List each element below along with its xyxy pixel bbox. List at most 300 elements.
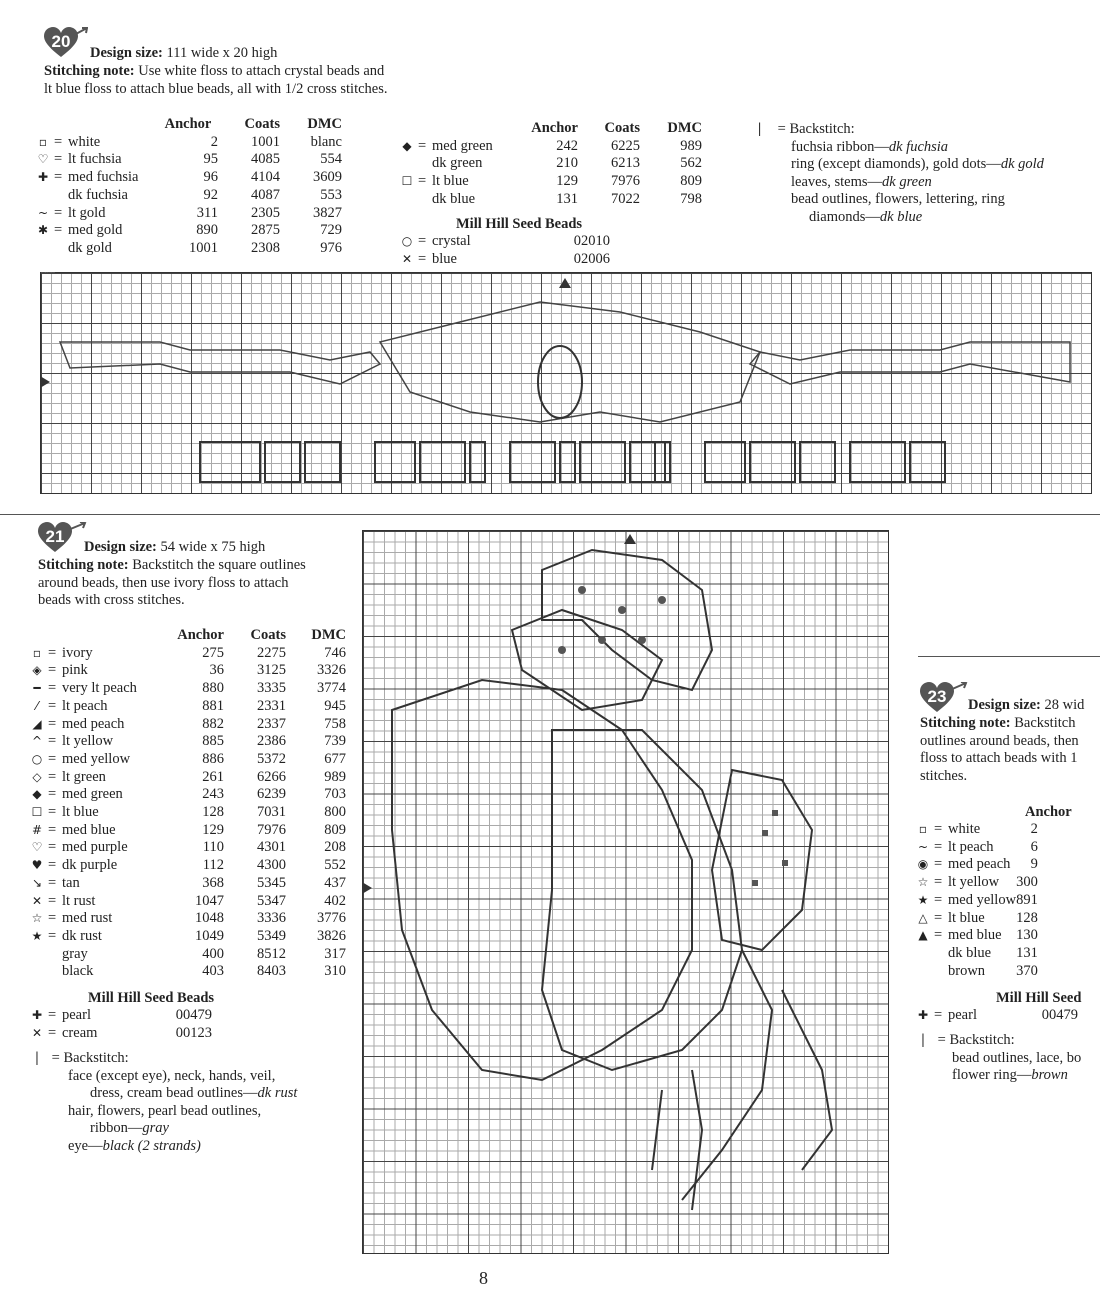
equals-sign: = bbox=[777, 121, 786, 137]
anchor-value: 6 bbox=[1030, 838, 1038, 855]
equals-sign: = bbox=[934, 856, 943, 873]
stitching-note-label: Stitching note: bbox=[44, 63, 135, 79]
equals-sign: = bbox=[54, 133, 63, 150]
coats-value: 7976 bbox=[257, 821, 286, 838]
floss-name: lt yellow bbox=[948, 874, 1000, 891]
floss-name: dk green bbox=[432, 155, 483, 172]
symbol-icon: ✱ bbox=[37, 223, 49, 238]
backstitch-color: dk gold bbox=[1000, 156, 1044, 172]
coats-value: 8512 bbox=[257, 945, 286, 962]
coats-value: 2275 bbox=[257, 644, 286, 661]
coats-value: 4300 bbox=[257, 857, 286, 874]
anchor-value: 300 bbox=[1016, 874, 1038, 891]
backstitch-area: flower ring— bbox=[952, 1067, 1032, 1083]
dmc-value: 989 bbox=[680, 137, 702, 154]
key-row bbox=[26, 822, 346, 840]
key-row bbox=[26, 839, 346, 857]
coats-value: 2386 bbox=[257, 733, 286, 750]
bead-row bbox=[26, 1025, 212, 1043]
backstitch-area: leaves, stems— bbox=[791, 173, 883, 190]
anchor-value: 243 bbox=[202, 786, 224, 803]
key-row bbox=[912, 927, 1038, 945]
floss-name: med yellow bbox=[948, 891, 1017, 908]
anchor-value: 36 bbox=[209, 662, 224, 679]
dmc-value: 554 bbox=[320, 151, 342, 168]
bead-key-table-23 bbox=[912, 1007, 1078, 1025]
coats-value: 7022 bbox=[611, 190, 640, 207]
equals-sign: = bbox=[934, 821, 943, 837]
seed-beads-title-23: Mill Hill Seed bbox=[996, 990, 1082, 1006]
dmc-value: 989 bbox=[324, 768, 346, 785]
bead-code: 02010 bbox=[573, 233, 610, 249]
dmc-value: 677 bbox=[324, 750, 346, 767]
equals-sign: = bbox=[54, 204, 63, 221]
backstitch-line-icon: | bbox=[35, 1050, 39, 1066]
dmc-value: 562 bbox=[680, 155, 702, 172]
color-key-table-23 bbox=[912, 821, 1038, 980]
dmc-value: 945 bbox=[324, 697, 346, 714]
equals-sign: = bbox=[48, 1007, 57, 1023]
bead-key-table-20 bbox=[396, 233, 610, 268]
dmc-value: 3774 bbox=[317, 680, 346, 697]
chart-21-pattern bbox=[362, 530, 890, 1255]
coats-header: Coats bbox=[244, 116, 280, 132]
key-row bbox=[26, 857, 346, 875]
key-row bbox=[26, 733, 346, 751]
bead-name: blue bbox=[432, 250, 457, 267]
equals-sign: = bbox=[54, 151, 63, 168]
backstitch-line bbox=[791, 156, 1044, 174]
key-row bbox=[26, 645, 346, 663]
equals-sign: = bbox=[48, 857, 57, 874]
design-size-value: 28 wid bbox=[1044, 697, 1085, 713]
floss-name: lt blue bbox=[948, 909, 985, 926]
backstitch-area: dress, cream bead outlines— bbox=[90, 1085, 258, 1101]
color-key-table-20a bbox=[32, 116, 342, 258]
anchor-value: 2 bbox=[1030, 821, 1038, 837]
key-row bbox=[26, 893, 346, 911]
backstitch-line-icon: | bbox=[758, 121, 762, 137]
anchor-header: Anchor bbox=[531, 120, 578, 136]
floss-name: very lt peach bbox=[62, 680, 137, 697]
coats-value: 6225 bbox=[611, 137, 640, 154]
equals-sign: = bbox=[418, 173, 427, 190]
anchor-value: 95 bbox=[203, 151, 218, 168]
equals-sign: = bbox=[48, 662, 57, 679]
anchor-value: 210 bbox=[556, 155, 578, 172]
coats-value: 5372 bbox=[257, 750, 286, 767]
design-size-label: Design size: bbox=[90, 45, 163, 61]
symbol-icon: ★ bbox=[31, 928, 43, 943]
equals-sign: = bbox=[934, 927, 943, 944]
design-size-label: Design size: bbox=[968, 697, 1041, 713]
backstitch-line bbox=[68, 1120, 297, 1138]
bead-symbol-icon: ✕ bbox=[401, 251, 413, 266]
equals-sign: = bbox=[48, 768, 57, 785]
key-row bbox=[32, 151, 342, 169]
floss-name: brown bbox=[948, 962, 986, 979]
floss-name: dk gold bbox=[68, 239, 112, 256]
equals-sign: = bbox=[934, 838, 943, 855]
backstitch-title: Backstitch: bbox=[949, 1032, 1015, 1048]
dmc-value: 553 bbox=[320, 186, 342, 203]
floss-name: black bbox=[62, 963, 94, 980]
key-row bbox=[26, 963, 346, 981]
backstitch-color: gray bbox=[142, 1120, 169, 1136]
coats-value: 2331 bbox=[257, 697, 286, 714]
center-arrow-top bbox=[559, 278, 571, 288]
equals-sign: = bbox=[48, 910, 57, 927]
chart-number-badge-23 bbox=[920, 682, 958, 712]
floss-name: dk fuchsia bbox=[68, 186, 128, 203]
equals-sign: = bbox=[48, 804, 57, 821]
coats-header: Coats bbox=[604, 120, 640, 136]
floss-name: lt peach bbox=[948, 838, 994, 855]
floss-name: med peach bbox=[62, 715, 125, 732]
anchor-value: 275 bbox=[202, 644, 224, 661]
bead-name: crystal bbox=[432, 233, 471, 249]
dmc-value: 800 bbox=[324, 804, 346, 821]
color-key-table-20b bbox=[396, 120, 702, 209]
dmc-header: DMC bbox=[307, 116, 342, 132]
anchor-value: 370 bbox=[1016, 962, 1038, 979]
equals-sign bbox=[54, 187, 68, 205]
symbol-icon: △ bbox=[918, 910, 928, 925]
floss-name: med blue bbox=[948, 927, 1002, 944]
symbol-icon: ♡ bbox=[37, 152, 49, 167]
floss-name: dk purple bbox=[62, 857, 118, 874]
symbol-icon: ━ bbox=[33, 681, 41, 696]
key-row bbox=[26, 680, 346, 698]
floss-name: dk blue bbox=[432, 190, 476, 207]
anchor-value: 891 bbox=[1016, 891, 1038, 908]
symbol-icon bbox=[26, 946, 48, 964]
floss-name: white bbox=[948, 821, 981, 837]
dmc-value: 758 bbox=[324, 715, 346, 732]
dmc-value: 3827 bbox=[313, 204, 342, 221]
dmc-value: 976 bbox=[320, 239, 342, 256]
coats-value: 2308 bbox=[251, 239, 280, 256]
bead-symbol-icon: ✚ bbox=[917, 1008, 929, 1022]
bead-code: 00479 bbox=[1041, 1007, 1078, 1023]
stitching-note-label: Stitching note: bbox=[38, 557, 129, 573]
symbol-icon: ○ bbox=[31, 751, 43, 766]
floss-name: med blue bbox=[62, 821, 116, 838]
key-row bbox=[26, 875, 346, 893]
backstitch-line bbox=[68, 1068, 297, 1086]
equals-sign: = bbox=[48, 697, 57, 714]
symbol-icon: ~ bbox=[37, 205, 49, 220]
backstitch-line bbox=[791, 209, 1044, 227]
seed-beads-title-20: Mill Hill Seed Beads bbox=[456, 216, 583, 232]
equals-sign: = bbox=[48, 821, 57, 838]
floss-name: lt blue bbox=[62, 804, 99, 821]
floss-name: med purple bbox=[62, 839, 128, 856]
bead-symbol-icon: ✕ bbox=[31, 1025, 43, 1040]
bride-figure-outline bbox=[392, 550, 832, 1210]
anchor-value: 2 bbox=[210, 133, 218, 150]
stitching-note-text: Use white floss to attach crystal beads and bbox=[138, 63, 385, 79]
key-row bbox=[912, 963, 1038, 981]
equals-sign bbox=[934, 945, 948, 963]
anchor-value: 885 bbox=[202, 733, 224, 750]
coats-header: Coats bbox=[250, 627, 286, 643]
key-row bbox=[912, 821, 1038, 839]
bead-code: 00123 bbox=[175, 1024, 212, 1041]
coats-value: 7031 bbox=[257, 804, 286, 821]
floss-name: dk rust bbox=[62, 927, 102, 944]
key-row bbox=[912, 856, 1038, 874]
anchor-value: 1001 bbox=[189, 239, 218, 256]
backstitch-area: bead outlines, flowers, lettering, ring bbox=[791, 191, 1005, 207]
backstitch-color: brown bbox=[1031, 1067, 1068, 1083]
stitching-note-text: Backstitch the square outlines bbox=[132, 557, 306, 573]
symbol-icon: ◇ bbox=[32, 769, 42, 784]
coats-value: 4085 bbox=[251, 151, 280, 168]
coats-value: 6213 bbox=[611, 155, 640, 172]
key-row bbox=[912, 945, 1038, 963]
dmc-value: 437 bbox=[324, 874, 346, 891]
equals-sign: = bbox=[48, 839, 57, 856]
dmc-header: DMC bbox=[311, 627, 346, 643]
equals-sign: = bbox=[934, 874, 943, 891]
bead-name: pearl bbox=[948, 1007, 977, 1023]
key-row bbox=[32, 169, 342, 187]
anchor-value: 96 bbox=[203, 169, 218, 186]
anchor-value: 890 bbox=[196, 222, 218, 239]
bead-code: 02006 bbox=[573, 250, 610, 267]
floss-name: pink bbox=[62, 662, 88, 679]
bead-row bbox=[396, 233, 610, 251]
backstitch-line-icon: | bbox=[921, 1032, 925, 1048]
equals-sign bbox=[54, 240, 68, 258]
bead-name: pearl bbox=[62, 1007, 91, 1023]
coats-value: 6239 bbox=[257, 786, 286, 803]
stitching-note-text: around beads, then use ivory floss to attach bbox=[38, 574, 289, 591]
backstitch-area: eye— bbox=[68, 1137, 103, 1154]
key-row bbox=[912, 874, 1038, 892]
dmc-header: DMC bbox=[667, 120, 702, 136]
anchor-value: 128 bbox=[1016, 909, 1038, 926]
backstitch-color: dk green bbox=[882, 173, 932, 190]
symbol-icon: ◉ bbox=[917, 857, 929, 872]
dmc-value: 3826 bbox=[317, 927, 346, 944]
equals-sign: = bbox=[48, 680, 57, 697]
backstitch-color: dk blue bbox=[879, 208, 923, 225]
equals-sign: = bbox=[48, 927, 57, 944]
coats-value: 5349 bbox=[257, 927, 286, 944]
key-row bbox=[26, 716, 346, 734]
coats-value: 5345 bbox=[257, 874, 286, 891]
dmc-value: 310 bbox=[324, 963, 346, 980]
stitching-note-23 bbox=[920, 715, 1079, 785]
equals-sign: = bbox=[48, 892, 57, 909]
anchor-value: 242 bbox=[556, 137, 578, 154]
equals-sign: = bbox=[934, 1007, 943, 1023]
equals-sign bbox=[48, 946, 62, 964]
backstitch-key-23 bbox=[912, 1032, 1081, 1085]
backstitch-line bbox=[952, 1050, 1081, 1068]
symbol-icon: ★ bbox=[917, 892, 929, 907]
chart-number-text: 20 bbox=[51, 32, 71, 51]
coats-value: 3335 bbox=[257, 680, 286, 697]
coats-value: 4104 bbox=[251, 169, 280, 186]
dmc-value: 798 bbox=[680, 190, 702, 207]
bead-name: cream bbox=[62, 1024, 98, 1041]
symbol-icon: ✕ bbox=[31, 893, 43, 908]
anchor-value: 1047 bbox=[195, 892, 224, 909]
stitching-note-text: lt blue floss to attach blue beads, all with 1/2 cross stitches. bbox=[44, 80, 388, 97]
symbol-icon: ▫ bbox=[38, 134, 48, 149]
anchor-header: Anchor bbox=[164, 116, 212, 132]
backstitch-line bbox=[68, 1085, 297, 1103]
lettering-blocks bbox=[200, 442, 945, 482]
anchor-value: 881 bbox=[202, 697, 224, 714]
equals-sign bbox=[48, 963, 62, 981]
center-arrow-left bbox=[40, 376, 50, 388]
symbol-icon bbox=[396, 191, 418, 209]
page-number: 8 bbox=[479, 1268, 488, 1288]
anchor-value: 400 bbox=[202, 945, 224, 962]
key-row bbox=[32, 240, 342, 258]
key-row bbox=[32, 205, 342, 223]
seed-beads-title-21: Mill Hill Seed Beads bbox=[88, 990, 215, 1006]
symbol-icon bbox=[396, 155, 418, 173]
symbol-icon: ↘ bbox=[31, 875, 43, 890]
equals-sign: = bbox=[48, 644, 57, 661]
backstitch-area: diamonds— bbox=[809, 208, 880, 225]
anchor-value: 130 bbox=[1016, 927, 1038, 944]
key-row bbox=[396, 155, 702, 173]
dmc-value: 3776 bbox=[317, 910, 346, 927]
equals-sign: = bbox=[937, 1032, 946, 1048]
key-row bbox=[26, 786, 346, 804]
floss-name: lt rust bbox=[62, 892, 96, 909]
key-row bbox=[26, 751, 346, 769]
backstitch-area: fuchsia ribbon— bbox=[791, 138, 889, 155]
key-row bbox=[32, 222, 342, 240]
coats-value: 2337 bbox=[257, 715, 286, 732]
backstitch-color: dk rust bbox=[257, 1085, 298, 1101]
symbol-icon: ◢ bbox=[32, 716, 42, 731]
symbol-icon: # bbox=[31, 822, 43, 837]
chart-number-text: 21 bbox=[45, 527, 65, 546]
anchor-value: 128 bbox=[202, 804, 224, 821]
stitching-note-text: beads with cross stitches. bbox=[38, 592, 185, 608]
bead-row bbox=[26, 1007, 212, 1025]
backstitch-line bbox=[68, 1103, 297, 1121]
floss-name: tan bbox=[62, 874, 80, 891]
equals-sign: = bbox=[48, 786, 57, 803]
key-row bbox=[32, 134, 342, 152]
backstitch-line bbox=[68, 1138, 297, 1156]
design-size-21 bbox=[84, 539, 265, 557]
floss-name: med green bbox=[62, 786, 123, 803]
key-row bbox=[26, 910, 346, 928]
coats-value: 4301 bbox=[257, 839, 286, 856]
coats-value: 4087 bbox=[251, 186, 280, 203]
backstitch-line bbox=[791, 191, 1044, 209]
anchor-header: Anchor bbox=[177, 627, 224, 643]
coats-value: 2875 bbox=[251, 222, 280, 239]
floss-name: med green bbox=[432, 137, 493, 154]
dmc-value: 729 bbox=[320, 222, 342, 239]
coats-value: 5347 bbox=[257, 892, 286, 909]
symbol-icon: ☆ bbox=[31, 911, 43, 926]
equals-sign: = bbox=[48, 1024, 57, 1041]
symbol-icon: ☆ bbox=[917, 875, 929, 890]
stitching-note-text: floss to attach beads with 1 bbox=[920, 750, 1078, 766]
key-row bbox=[912, 839, 1038, 857]
symbol-icon: ☐ bbox=[31, 805, 43, 820]
coats-value: 7976 bbox=[611, 173, 640, 190]
dmc-value: 809 bbox=[324, 821, 346, 838]
key-row bbox=[26, 698, 346, 716]
key-row bbox=[26, 769, 346, 787]
backstitch-color: black (2 strands) bbox=[102, 1137, 201, 1154]
bead-code: 00479 bbox=[175, 1007, 212, 1023]
floss-name: med peach bbox=[948, 856, 1011, 873]
equals-sign: = bbox=[48, 733, 57, 750]
bead-key-table-21 bbox=[26, 1007, 212, 1042]
key-row bbox=[32, 187, 342, 205]
dmc-value: 208 bbox=[324, 839, 346, 856]
design-size-20 bbox=[90, 45, 277, 63]
equals-sign bbox=[418, 191, 432, 209]
floss-name: lt yellow bbox=[62, 733, 114, 750]
symbol-icon: ~ bbox=[917, 839, 929, 854]
floss-name: gray bbox=[62, 945, 88, 962]
key-row bbox=[396, 173, 702, 191]
chart-20-pattern bbox=[40, 272, 1092, 494]
key-row bbox=[26, 946, 346, 964]
anchor-value: 261 bbox=[202, 768, 224, 785]
ring-outline bbox=[538, 346, 582, 418]
chart-number-text: 23 bbox=[927, 687, 947, 706]
backstitch-key-20 bbox=[758, 121, 1044, 226]
floss-name: lt gold bbox=[68, 204, 106, 221]
backstitch-area: bead outlines, lace, bo bbox=[952, 1049, 1082, 1066]
anchor-value: 131 bbox=[556, 190, 578, 207]
symbol-icon bbox=[32, 187, 54, 205]
symbol-icon: ♥ bbox=[31, 858, 43, 873]
color-key-table-21 bbox=[26, 627, 346, 981]
coats-value: 2305 bbox=[251, 204, 280, 221]
key-row bbox=[396, 138, 702, 156]
symbol-icon: ▲ bbox=[918, 928, 928, 943]
symbol-icon bbox=[32, 240, 54, 258]
anchor-header: Anchor bbox=[1025, 804, 1072, 820]
floss-name: white bbox=[68, 133, 101, 150]
symbol-icon: ◆ bbox=[32, 787, 42, 802]
equals-sign: = bbox=[418, 250, 427, 267]
symbol-icon: ♡ bbox=[31, 840, 43, 855]
coats-value: 3125 bbox=[257, 662, 286, 679]
floss-name: lt blue bbox=[432, 173, 469, 190]
floss-name: lt green bbox=[62, 768, 106, 785]
anchor-value: 886 bbox=[202, 750, 224, 767]
dmc-value: 3609 bbox=[313, 169, 342, 186]
anchor-value: 129 bbox=[202, 821, 224, 838]
equals-sign: = bbox=[934, 909, 943, 926]
equals-sign: = bbox=[418, 137, 427, 154]
stitching-note-text: stitches. bbox=[920, 767, 968, 784]
ring-motif bbox=[380, 302, 760, 422]
floss-name: lt peach bbox=[62, 697, 108, 714]
backstitch-color: dk fuchsia bbox=[888, 138, 949, 155]
dmc-value: 809 bbox=[680, 173, 702, 190]
equals-sign bbox=[934, 963, 948, 981]
